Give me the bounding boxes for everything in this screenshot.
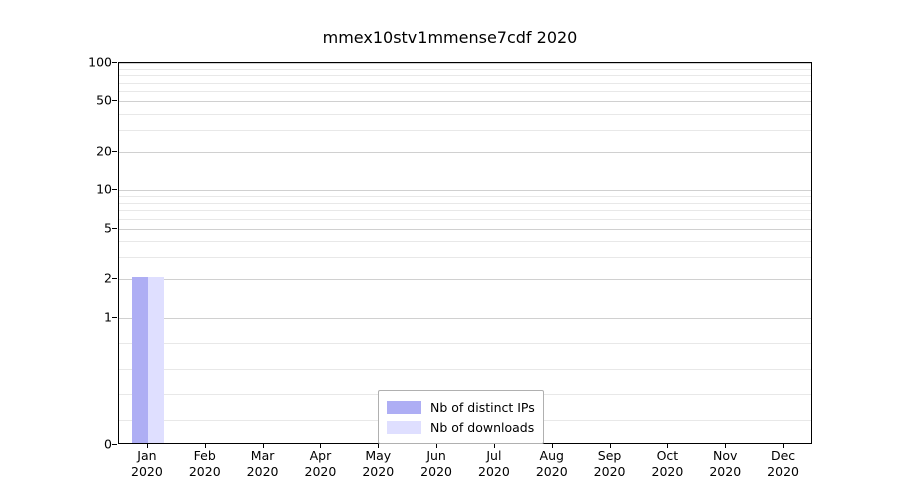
y-axis-tick-mark [112, 62, 117, 63]
chart-legend [378, 390, 544, 444]
bar [148, 277, 164, 443]
y-axis-tick-label: 2 [104, 270, 112, 286]
x-axis-tick-label [536, 448, 568, 480]
x-axis-tick-label-line: 2020 [651, 464, 684, 479]
x-axis-tick-label-line: Feb [193, 448, 216, 463]
x-axis-tick-label-line: Jan [137, 448, 157, 463]
x-axis-tick-label [362, 448, 394, 480]
x-axis-tick-label [594, 448, 626, 480]
gridline-major [119, 101, 811, 102]
plot-area [118, 62, 812, 444]
bar [132, 277, 148, 443]
x-axis-tick-label [189, 448, 221, 480]
y-axis-tick-labels [68, 54, 112, 452]
y-axis-tick-label: 10 [96, 181, 112, 197]
x-axis-tick-label-line: 2020 [420, 464, 452, 479]
y-axis-tick-label: 0 [104, 436, 112, 452]
gridline-minor [119, 219, 811, 220]
x-axis-tick-label-line: May [365, 448, 392, 463]
y-axis-tick-label: 20 [96, 143, 112, 159]
x-axis-tick-label [420, 448, 452, 480]
y-axis-tick-label: 100 [88, 54, 112, 70]
gridline-major [119, 318, 811, 319]
x-axis-tick-label [767, 448, 799, 480]
y-axis-tick-mark [112, 100, 117, 101]
x-axis-tick-label-line: Dec [770, 448, 796, 463]
legend-item [387, 397, 535, 417]
gridline-minor [119, 369, 811, 370]
gridline-major [119, 190, 811, 191]
chart-title: mmex10stv1mmense7cdf 2020 [322, 28, 578, 47]
x-axis-tick-label-line: 2020 [478, 464, 510, 479]
x-axis-tick-labels [118, 448, 812, 494]
x-axis-tick-label [247, 448, 279, 480]
x-axis-tick-label-line: 2020 [188, 464, 221, 479]
x-axis-tick-label-line: 2020 [362, 464, 395, 479]
gridline-major [119, 279, 811, 280]
x-axis-tick-label-line: 2020 [535, 464, 568, 479]
x-axis-tick-label-line: Jul [486, 448, 502, 463]
y-axis-tick-mark [112, 278, 117, 279]
gridline-minor [119, 241, 811, 242]
x-axis-tick-label-line: Jun [426, 448, 446, 463]
x-axis-tick-label-line: Aug [539, 448, 564, 463]
gridline-major [119, 229, 811, 230]
gridline-minor [119, 75, 811, 76]
gridline-minor [119, 69, 811, 70]
legend-label: Nb of downloads [430, 419, 535, 435]
gridline-minor [119, 203, 811, 204]
x-axis-tick-label-line: 2020 [593, 464, 626, 479]
y-axis-tick-mark [112, 317, 117, 318]
y-axis-tick-mark [112, 189, 117, 190]
x-axis-tick-label-line: Oct [656, 448, 679, 463]
gridline-major [119, 63, 811, 64]
y-axis-tick-label: 50 [96, 92, 112, 108]
gridline-minor [119, 83, 811, 84]
x-axis-tick-label-line: Mar [250, 448, 275, 463]
x-axis-tick-label [709, 448, 741, 480]
x-axis-tick-label [305, 448, 337, 480]
x-axis-tick-label-line: 2020 [131, 464, 163, 479]
x-axis-tick-label-line: Apr [309, 448, 332, 463]
x-axis-tick-label-line: 2020 [246, 464, 279, 479]
y-axis-tick-mark [112, 151, 117, 152]
x-axis-tick-label-line: Nov [713, 448, 738, 463]
y-axis-tick-mark [112, 228, 117, 229]
gridline-major [119, 152, 811, 153]
legend-swatch [387, 401, 421, 414]
gridline-minor [119, 114, 811, 115]
x-axis-tick-label-line: 2020 [709, 464, 742, 479]
x-axis-tick-label [652, 448, 684, 480]
x-axis-tick-label [478, 448, 510, 480]
x-axis-tick-label [131, 448, 163, 480]
legend-item [387, 417, 535, 437]
legend-swatch [387, 421, 421, 434]
legend-label: Nb of distinct IPs [430, 399, 535, 415]
x-axis-tick-label-line: 2020 [767, 464, 799, 479]
y-axis-tick-label: 5 [104, 220, 112, 236]
gridline-minor [119, 130, 811, 131]
x-axis-tick-label-line: Sep [597, 448, 622, 463]
gridline-minor [119, 210, 811, 211]
x-axis-tick-label-line: 2020 [304, 464, 337, 479]
gridline-minor [119, 91, 811, 92]
gridline-minor [119, 257, 811, 258]
y-axis-tick-label: 1 [104, 309, 112, 325]
y-axis-tick-mark [112, 444, 117, 445]
gridline-minor [119, 196, 811, 197]
gridline-minor [119, 343, 811, 344]
